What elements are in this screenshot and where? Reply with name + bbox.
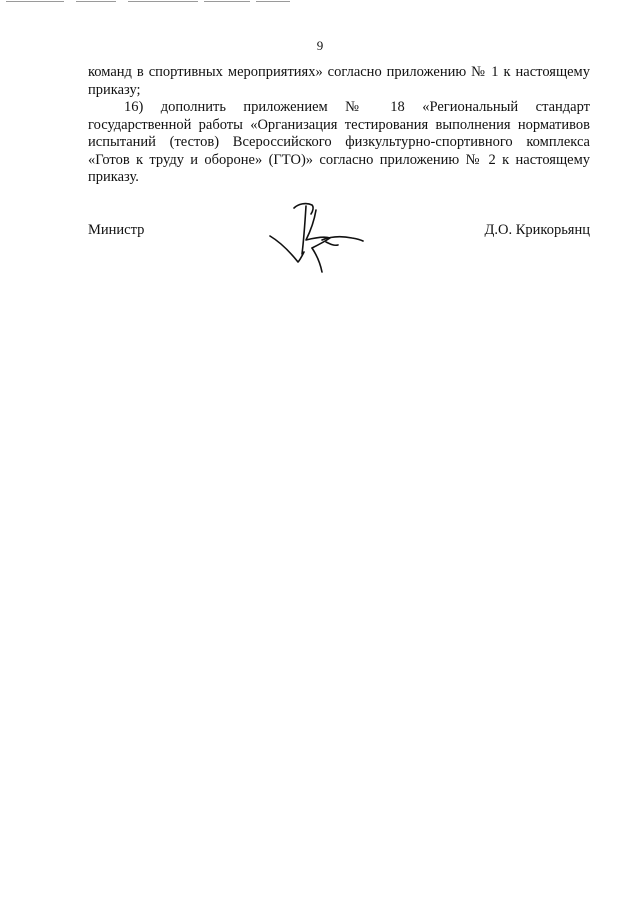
paragraph-item-16: 16) дополнить приложением № 18 «Региональный стандарт государственной работы «Организация тестирования выполнения нормативов испытаний (тестов) Всероссийского физкультурно-спортивного комплекса «Готов к труду и обороне» (ГТО)» согласно приложению № 2 к настоящему приказу. xyxy=(88,99,590,185)
signatory-role: Министр xyxy=(88,222,145,238)
handwritten-signature xyxy=(268,196,364,278)
scan-edge-lines xyxy=(0,0,300,4)
signatory-name: Д.О. Крикорьянц xyxy=(484,222,590,238)
paragraph-continuation: команд в спортивных мероприятиях» согласно приложению № 1 к настоящему приказу; xyxy=(88,64,590,98)
page-number: 9 xyxy=(316,38,324,53)
document-body xyxy=(88,64,590,187)
